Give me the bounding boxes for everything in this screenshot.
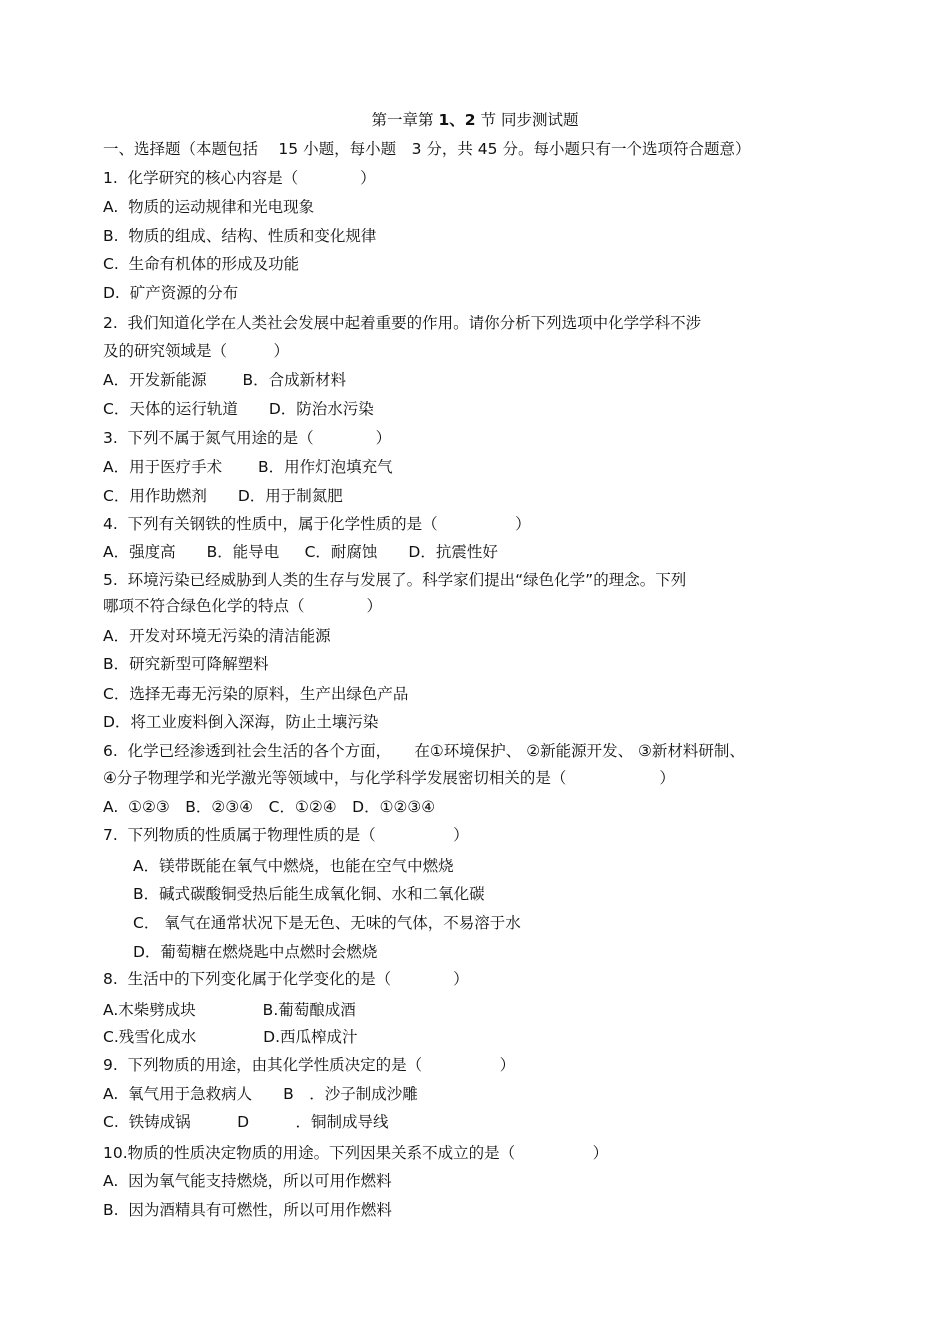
q1-option-a: A. 物质的运动规律和光电现象 bbox=[103, 198, 315, 216]
q4-options: A．强度高 B．能导电 C．耐腐蚀 D．抗震性好 bbox=[103, 543, 498, 561]
question-10: 10.物质的性质决定物质的用途。下列因果关系不成立的是（ ） bbox=[103, 1144, 609, 1162]
question-4: 4. 下列有关钢铁的性质中，属于化学性质的是（ ） bbox=[103, 515, 531, 533]
title-suffix: 节 同步测试题 bbox=[480, 111, 579, 129]
question-7: 7. 下列物质的性质属于物理性质的是（ ） bbox=[103, 826, 469, 844]
question-5: 5. 环境污染已经威胁到人类的生存与发展了。科学家们提出“绿色化学”的理念。下列 bbox=[103, 571, 687, 589]
title-prefix: 第一章第 bbox=[371, 111, 434, 129]
q7-option-c: C． 氧气在通常状况下是无色、无味的气体，不易溶于水 bbox=[133, 914, 521, 932]
q2-options-ab: A．开发新能源 B．合成新材料 bbox=[103, 371, 347, 389]
question-6-cont: ④分子物理学和光学激光等领域中，与化学科学发展密切相关的是（ ） bbox=[103, 769, 675, 787]
question-1: 1. 化学研究的核心内容是（ ） bbox=[103, 169, 376, 187]
q1-option-c: C. 生命有机体的形成及功能 bbox=[103, 255, 300, 273]
question-2: 2. 我们知道化学在人类社会发展中起着重要的作用。请你分析下列选项中化学学科不涉 bbox=[103, 314, 702, 332]
q1-option-b: B. 物质的组成、结构、性质和变化规律 bbox=[103, 227, 377, 245]
question-8: 8. 生活中的下列变化属于化学变化的是（ ） bbox=[103, 970, 469, 988]
question-3: 3. 下列不属于氮气用途的是（ ） bbox=[103, 429, 392, 447]
q7-option-d: D．葡萄糖在燃烧匙中点燃时会燃烧 bbox=[133, 943, 378, 961]
q5-option-d: D．将工业废料倒入深海，防止土壤污染 bbox=[103, 713, 379, 731]
q9-options-ab: A. 氧气用于急救病人 B ．沙子制成沙雕 bbox=[103, 1085, 418, 1103]
q10-option-b: B. 因为酒精具有可燃性，所以可用作燃料 bbox=[103, 1201, 392, 1219]
q3-options-cd: C．用作助燃剂 D．用于制氮肥 bbox=[103, 487, 343, 505]
q9-options-cd: C. 铁铸成锅 D ．铜制成导线 bbox=[103, 1113, 389, 1131]
page-title bbox=[0, 108, 950, 130]
title-section-numbers: 1、2 bbox=[438, 111, 476, 129]
section-heading: 一、选择题（本题包括 15 小题，每小题 3 分，共 45 分。每小题只有一个选项符合题意） bbox=[103, 140, 751, 158]
question-2-cont: 及的研究领域是（ ） bbox=[103, 342, 290, 360]
q1-option-d: D. 矿产资源的分布 bbox=[103, 284, 239, 302]
q5-option-b: B．研究新型可降解塑料 bbox=[103, 655, 269, 673]
question-6: 6. 化学已经渗透到社会生活的各个方面， 在①环境保护、 ②新能源开发、 ③新材料研制、 bbox=[103, 742, 745, 760]
q7-option-a: A．镁带既能在氧气中燃烧，也能在空气中燃烧 bbox=[133, 857, 454, 875]
q8-options-cd: C.残雪化成水 D.西瓜榨成汁 bbox=[103, 1028, 358, 1046]
q2-options-cd: C．天体的运行轨道 D．防治水污染 bbox=[103, 400, 374, 418]
q7-option-b: B．碱式碳酸铜受热后能生成氧化铜、水和二氧化碳 bbox=[133, 885, 485, 903]
q6-options: A. ①②③ B．②③④ C．①②④ D．①②③④ bbox=[103, 798, 436, 816]
q5-option-c: C．选择无毒无污染的原料，生产出绿色产品 bbox=[103, 685, 409, 703]
question-5-cont: 哪项不符合绿色化学的特点（ ） bbox=[103, 597, 383, 615]
q10-option-a: A. 因为氧气能支持燃烧，所以可用作燃料 bbox=[103, 1172, 392, 1190]
q8-options-ab: A.木柴劈成块 B.葡萄酿成酒 bbox=[103, 1001, 356, 1019]
question-9: 9. 下列物质的用途，由其化学性质决定的是（ ） bbox=[103, 1056, 516, 1074]
q3-options-ab: A．用于医疗手术 B．用作灯泡填充气 bbox=[103, 458, 393, 476]
q5-option-a: A．开发对环境无污染的清洁能源 bbox=[103, 627, 331, 645]
